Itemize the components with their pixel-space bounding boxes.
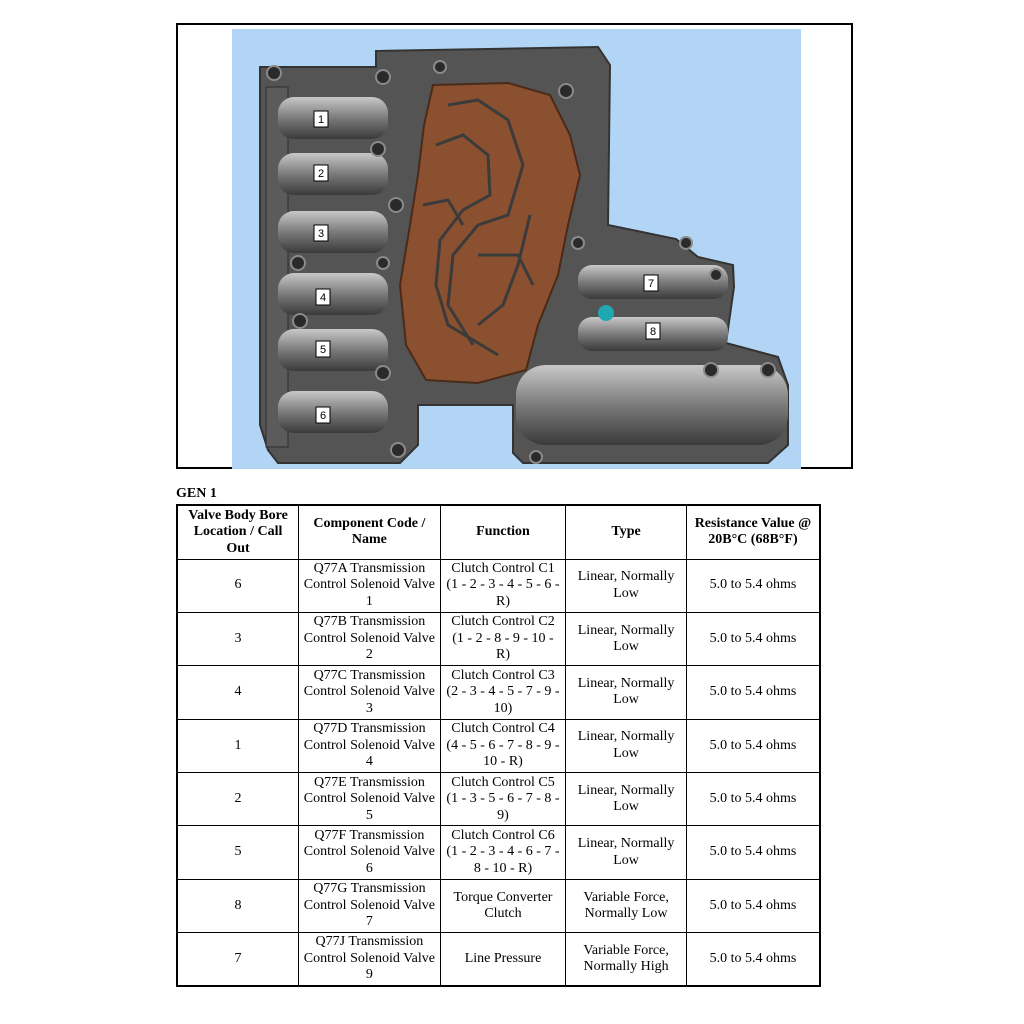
cell-bore: 1 bbox=[177, 719, 299, 772]
table-row bbox=[177, 612, 820, 665]
cell-function: Torque Converter Clutch bbox=[440, 879, 566, 932]
cell-type: Variable Force, Normally High bbox=[566, 933, 687, 986]
header-function: Function bbox=[440, 505, 566, 559]
table-row bbox=[177, 666, 820, 719]
cell-component: Q77D Transmission Control Solenoid Valve 4 bbox=[299, 719, 441, 772]
callout-4 bbox=[316, 289, 330, 305]
cell-component: Q77A Transmission Control Solenoid Valve 1 bbox=[299, 559, 441, 612]
cell-function: Clutch Control C5 (1 - 3 - 5 - 6 - 7 - 8 - 9) bbox=[440, 773, 566, 826]
callout-6 bbox=[316, 407, 330, 423]
cell-component: Q77B Transmission Control Solenoid Valve 2 bbox=[299, 612, 441, 665]
cell-type: Variable Force, Normally Low bbox=[566, 879, 687, 932]
cell-component: Q77G Transmission Control Solenoid Valve 7 bbox=[299, 879, 441, 932]
cell-function: Line Pressure bbox=[440, 933, 566, 986]
cell-bore: 5 bbox=[177, 826, 299, 879]
cell-type: Linear, Normally Low bbox=[566, 612, 687, 665]
cell-resistance: 5.0 to 5.4 ohms bbox=[686, 559, 820, 612]
valve-body-figure bbox=[176, 23, 853, 469]
table-row bbox=[177, 879, 820, 932]
cell-component: Q77E Transmission Control Solenoid Valve 5 bbox=[299, 773, 441, 826]
cell-bore: 6 bbox=[177, 559, 299, 612]
svg-text:3: 3 bbox=[317, 228, 325, 240]
section-label: GEN 1 bbox=[176, 486, 217, 501]
table-row bbox=[177, 719, 820, 772]
header-type: Type bbox=[566, 505, 687, 559]
cell-function: Clutch Control C3 (2 - 3 - 4 - 5 - 7 - 9 - 10) bbox=[440, 666, 566, 719]
cell-resistance: 5.0 to 5.4 ohms bbox=[686, 933, 820, 986]
callout-5 bbox=[316, 341, 330, 357]
cell-type: Linear, Normally Low bbox=[566, 666, 687, 719]
valve-body-illustration bbox=[178, 25, 855, 471]
cell-resistance: 5.0 to 5.4 ohms bbox=[686, 719, 820, 772]
cell-bore: 4 bbox=[177, 666, 299, 719]
callout-3 bbox=[314, 225, 328, 241]
cell-function: Clutch Control C2 (1 - 2 - 8 - 9 - 10 - R) bbox=[440, 612, 566, 665]
cell-resistance: 5.0 to 5.4 ohms bbox=[686, 826, 820, 879]
svg-text:6: 6 bbox=[319, 410, 327, 422]
svg-text:5: 5 bbox=[319, 344, 327, 356]
cell-resistance: 5.0 to 5.4 ohms bbox=[686, 879, 820, 932]
table-header-row bbox=[177, 505, 820, 559]
cell-type: Linear, Normally Low bbox=[566, 719, 687, 772]
cell-bore: 3 bbox=[177, 612, 299, 665]
lower-spool-housing bbox=[516, 365, 788, 445]
cell-type: Linear, Normally Low bbox=[566, 826, 687, 879]
cell-resistance: 5.0 to 5.4 ohms bbox=[686, 666, 820, 719]
table-row bbox=[177, 773, 820, 826]
cell-function: Clutch Control C1 (1 - 2 - 3 - 4 - 5 - 6 - R) bbox=[440, 559, 566, 612]
svg-text:1: 1 bbox=[317, 114, 325, 126]
table-row bbox=[177, 559, 820, 612]
callout-2 bbox=[314, 165, 328, 181]
svg-text:2: 2 bbox=[317, 168, 325, 180]
svg-text:4: 4 bbox=[319, 292, 327, 304]
header-component: Component Code / Name bbox=[299, 505, 441, 559]
header-bore-location: Valve Body Bore Location / Call Out bbox=[177, 505, 299, 559]
svg-text:8: 8 bbox=[649, 326, 657, 338]
cell-function: Clutch Control C4 (4 - 5 - 6 - 7 - 8 - 9 - 10 - R) bbox=[440, 719, 566, 772]
callout-1 bbox=[314, 111, 328, 127]
header-resistance: Resistance Value @ 20B°C (68B°F) bbox=[686, 505, 820, 559]
solenoid-connector-strip bbox=[266, 87, 288, 447]
cell-bore: 2 bbox=[177, 773, 299, 826]
cell-type: Linear, Normally Low bbox=[566, 773, 687, 826]
callout-8 bbox=[646, 323, 660, 339]
callout-7 bbox=[644, 275, 658, 291]
cell-resistance: 5.0 to 5.4 ohms bbox=[686, 773, 820, 826]
solenoid-spec-table bbox=[176, 504, 821, 987]
cell-resistance: 5.0 to 5.4 ohms bbox=[686, 612, 820, 665]
cell-type: Linear, Normally Low bbox=[566, 559, 687, 612]
cell-component: Q77C Transmission Control Solenoid Valve 3 bbox=[299, 666, 441, 719]
cell-component: Q77J Transmission Control Solenoid Valve 9 bbox=[299, 933, 441, 986]
cell-bore: 7 bbox=[177, 933, 299, 986]
svg-text:7: 7 bbox=[647, 278, 655, 290]
table-row bbox=[177, 933, 820, 986]
cell-component: Q77F Transmission Control Solenoid Valve 6 bbox=[299, 826, 441, 879]
cell-function: Clutch Control C6 (1 - 2 - 3 - 4 - 6 - 7 - 8 - 10 - R) bbox=[440, 826, 566, 879]
table-row bbox=[177, 826, 820, 879]
cell-bore: 8 bbox=[177, 879, 299, 932]
